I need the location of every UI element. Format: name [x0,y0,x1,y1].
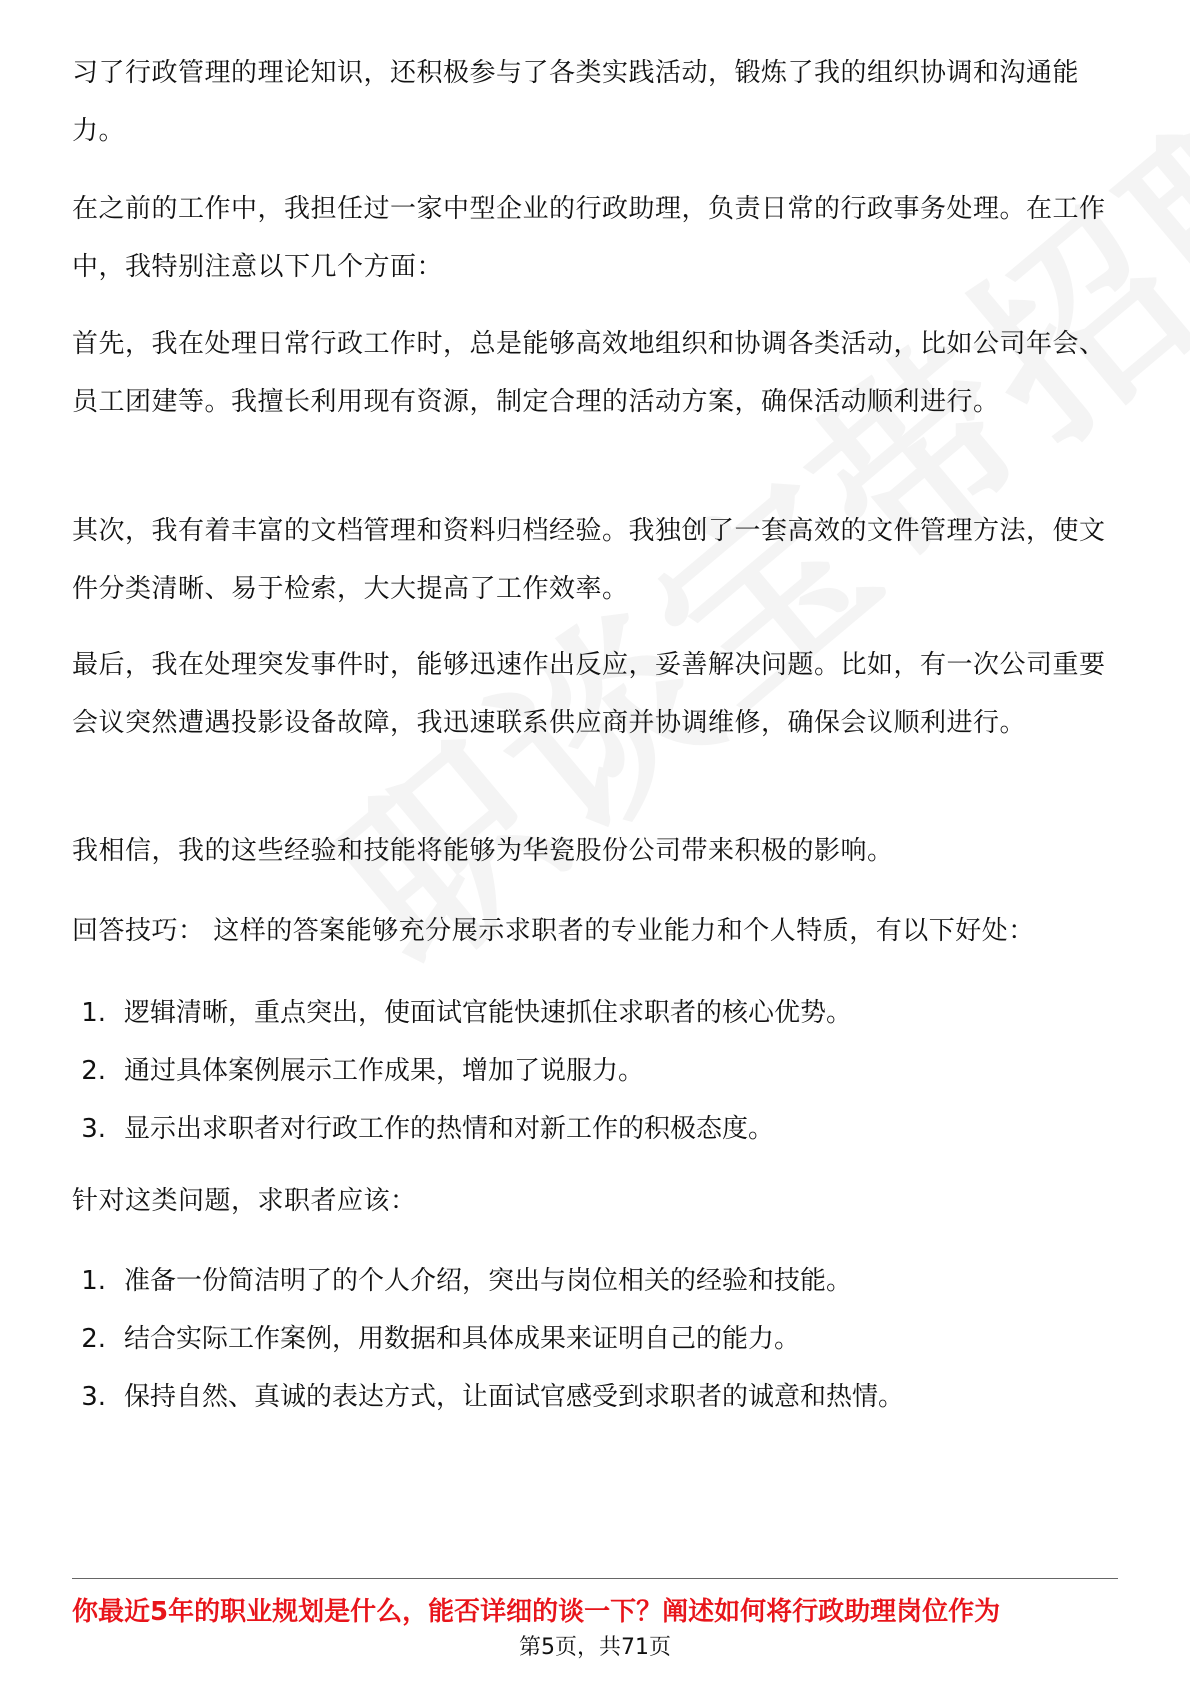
paragraph-first: 首先，我在处理日常行政工作时，总是能够高效地组织和协调各类活动，比如公司年会、员工团建等。我擅长利用现有资源，制定合理的活动方案，确保活动顺利进行。 [72,329,1106,417]
list-number: 2. [81,1324,106,1354]
list-number: 2. [81,1056,106,1086]
paragraph-education: 习了行政管理的理论知识，还积极参与了各类实践活动，锻炼了我的组织协调和沟通能力。 [72,58,1080,146]
list-text: 通过具体案例展示工作成果，增加了说服力。 [124,1056,645,1086]
list-item [72,1310,1118,1368]
list-number: 3. [81,1382,106,1412]
paragraph-answer-tips: 回答技巧： 这样的答案能够充分展示求职者的专业能力和个人特质，有以下好处： [72,916,1035,946]
list-item [72,1368,1118,1426]
paragraph-previous-work: 在之前的工作中，我担任过一家中型企业的行政助理，负责日常的行政事务处理。在工作中，我特别注意以下几个方面： [72,194,1106,282]
list-item [72,1042,1118,1100]
paragraph-belief: 我相信，我的这些经验和技能将能够为华瓷股份公司带来积极的影响。 [72,836,894,866]
list-text: 逻辑清晰，重点突出，使面试官能快速抓住求职者的核心优势。 [124,998,853,1028]
paragraph-advice-intro: 针对这类问题，求职者应该： [72,1186,417,1216]
list-item [72,1100,1118,1158]
next-question-heading: 你最近5年的职业规划是什么，能否详细的谈一下？阐述如何将行政助理岗位作为 [72,1597,1001,1627]
list-number: 1. [81,998,106,1028]
list-item [72,984,1118,1042]
divider [72,1578,1118,1579]
paragraph-last: 最后，我在处理突发事件时，能够迅速作出反应，妥善解决问题。比如，有一次公司重要会议突然遭遇投影设备故障，我迅速联系供应商并协调维修，确保会议顺利进行。 [72,650,1106,738]
list-text: 显示出求职者对行政工作的热情和对新工作的积极态度。 [124,1114,775,1144]
list-item [72,1252,1118,1310]
list-number: 3. [81,1114,106,1144]
list-text: 保持自然、真诚的表达方式，让面试官感受到求职者的诚意和热情。 [124,1382,905,1412]
page-footer: 第5页，共71页 [519,1635,671,1660]
list-number: 1. [81,1266,106,1296]
list-text: 准备一份简洁明了的个人介绍，突出与岗位相关的经验和技能。 [124,1266,853,1296]
paragraph-second: 其次，我有着丰富的文档管理和资料归档经验。我独创了一套高效的文件管理方法，使文件分类清晰、易于检索，大大提高了工作效率。 [72,516,1106,604]
benefits-list [72,984,1118,1158]
list-text: 结合实际工作案例，用数据和具体成果来证明自己的能力。 [124,1324,801,1354]
advice-list [72,1252,1118,1426]
